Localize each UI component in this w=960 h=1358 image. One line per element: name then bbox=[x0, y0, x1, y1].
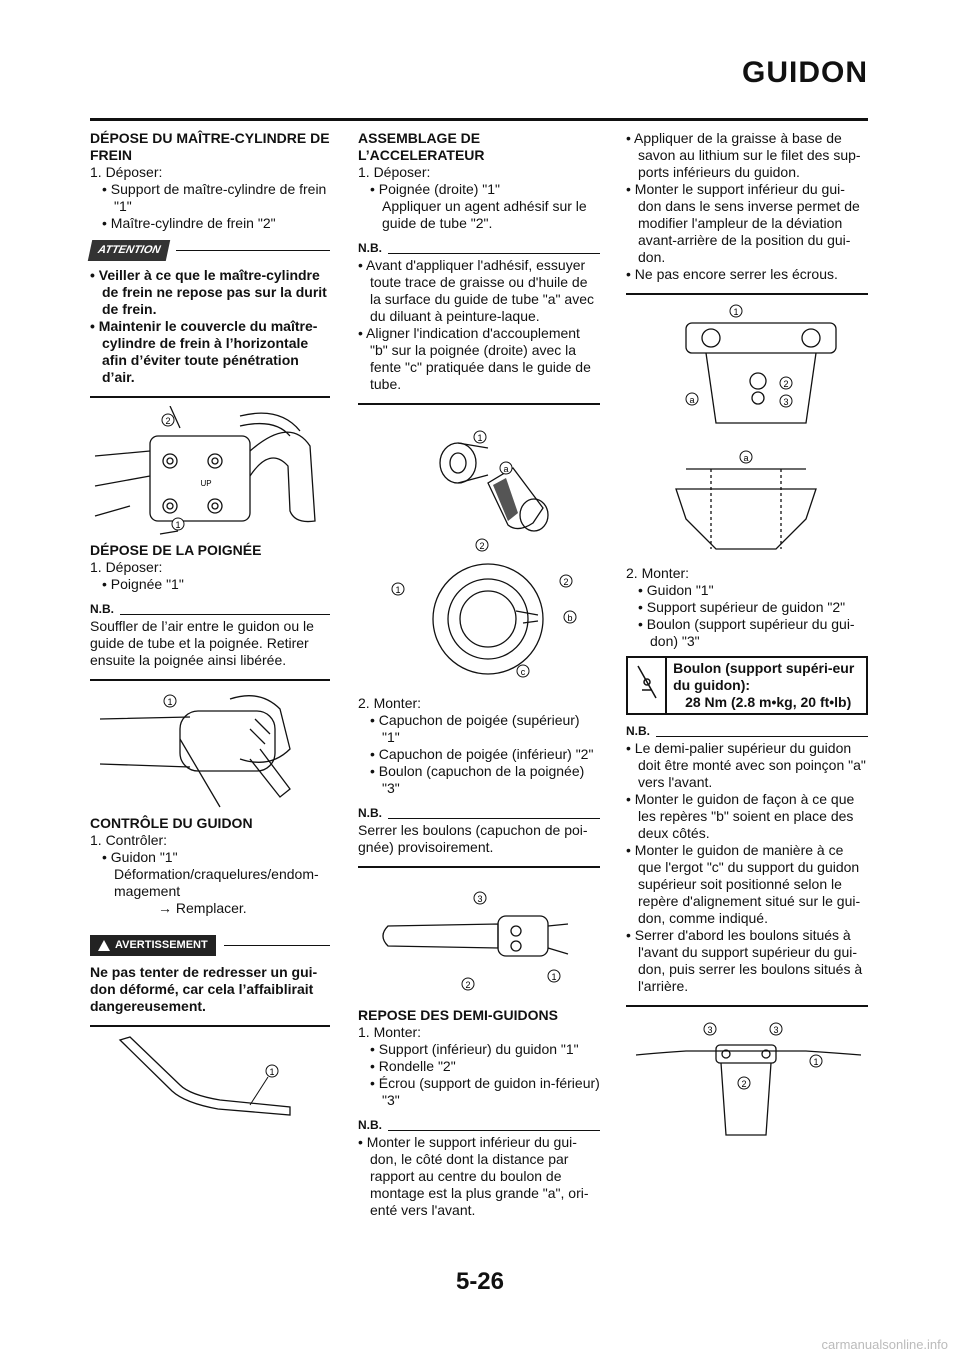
figure-grip-removal bbox=[90, 689, 330, 809]
bullet: • Écrou (support de guidon in-férieur) "3" bbox=[358, 1075, 600, 1109]
nb-text: Serrer les boulons (capuchon de poi-gnée) provisoirement. bbox=[358, 822, 588, 855]
figure-lower-holder bbox=[626, 303, 868, 443]
label-1: 1 bbox=[175, 520, 181, 530]
warning-header bbox=[90, 935, 330, 956]
figure-grip-adhesive bbox=[358, 413, 600, 553]
warning-text: Ne pas tenter de redresser un gui-don déformé, car cela l’affaiblirait dangereusement. bbox=[90, 964, 318, 1014]
bullet: • Rondelle "2" bbox=[358, 1058, 600, 1075]
nb-bullet: • Le demi-palier supérieur du guidon doit être monté avec son poinçon "a" vers l'avant. bbox=[626, 740, 868, 791]
label-1: 1 bbox=[395, 585, 401, 595]
step: 1. Déposer: bbox=[90, 164, 163, 180]
nb-label: N.B. bbox=[90, 602, 114, 616]
detail-text: Déformation/craquelures/endom-magement bbox=[114, 866, 319, 899]
label-1: 1 bbox=[167, 697, 173, 707]
nb-label: N.B. bbox=[358, 241, 382, 255]
figure-grip-caps bbox=[358, 876, 600, 1001]
torque-value: 28 Nm (2.8 m•kg, 20 ft•lb) bbox=[685, 694, 852, 710]
label-3: 3 bbox=[477, 894, 483, 904]
label-2: 2 bbox=[465, 980, 471, 990]
figure-handlebar bbox=[90, 1035, 330, 1145]
nb-bullet: • Serrer d'abord les boulons situés à l'avant du support supérieur du gui-don, puis serrer les boulons situés à l'arrière. bbox=[626, 927, 868, 995]
column-3 bbox=[626, 130, 868, 1161]
up-mark: UP bbox=[200, 479, 212, 488]
label-a: a bbox=[689, 395, 695, 405]
action-text: → Remplacer. bbox=[158, 900, 247, 916]
attention-bullet: • Veiller à ce que le maître-cylindre de frein ne repose pas sur la durit de frein. bbox=[90, 267, 330, 318]
label-1: 1 bbox=[477, 433, 483, 443]
nb-label: N.B. bbox=[626, 724, 650, 738]
figure-grip-alignment bbox=[358, 559, 600, 689]
label-2: 2 bbox=[563, 577, 569, 587]
bullet: • Capuchon de poigée (inférieur) "2" bbox=[358, 746, 600, 763]
bullet: • Support supérieur de guidon "2" bbox=[626, 599, 868, 616]
torque-title: Boulon (support supéri-eur du guidon): bbox=[673, 660, 855, 693]
label-1: 1 bbox=[269, 1067, 275, 1077]
attention-label: ATTENTION bbox=[88, 240, 171, 261]
bullet: • Support (inférieur) du guidon "1" bbox=[358, 1041, 600, 1058]
section-title: DÉPOSE DU MAÎTRE-CYLINDRE DE FREIN bbox=[90, 130, 330, 163]
bullet: • Capuchon de poigée (supérieur) "1" bbox=[358, 712, 600, 746]
step: 1. Contrôler: bbox=[90, 832, 168, 848]
nb-bullet: • Monter le support inférieur du gui-don, le côté dont la distance par rapport au centre du boulon de montage est la plus grande "a", ori-enté vers l'avant. bbox=[358, 1134, 600, 1219]
page-title: GUIDON bbox=[742, 56, 868, 89]
label-3: 3 bbox=[707, 1025, 713, 1035]
figure-holder-offset bbox=[626, 449, 868, 559]
attention-bullet: • Maintenir le couvercle du maître-cylindre de frein à l’horizontale afin d’éviter toute pénétration d’air. bbox=[90, 318, 330, 386]
section-title: CONTRÔLE DU GUIDON bbox=[90, 815, 253, 831]
label-2: 2 bbox=[165, 416, 171, 426]
section-title: DÉPOSE DE LA POIGNÉE bbox=[90, 542, 262, 558]
title-rule bbox=[90, 118, 868, 121]
bullet: • Guidon "1" bbox=[626, 582, 868, 599]
step: 2. Monter: bbox=[358, 695, 422, 711]
column-1 bbox=[90, 130, 330, 1151]
section-title: ASSEMBLAGE DE L’ACCELERATEUR bbox=[358, 130, 485, 163]
label-2: 2 bbox=[783, 379, 789, 389]
step: 1. Monter: bbox=[358, 1024, 422, 1040]
label-2: 2 bbox=[741, 1079, 747, 1089]
figure-master-cylinder bbox=[90, 406, 330, 536]
label-b: b bbox=[567, 613, 573, 623]
bullet: • Boulon (capuchon de la poignée) "3" bbox=[358, 763, 600, 797]
label-1: 1 bbox=[551, 972, 557, 982]
step: 1. Déposer: bbox=[358, 164, 431, 180]
label-1: 1 bbox=[813, 1057, 819, 1067]
torque-wrench-icon bbox=[628, 658, 667, 713]
bullet: • Poignée "1" bbox=[90, 576, 330, 593]
nb-bullet: • Aligner l'indication d'accouplement "b" sur la poignée (droite) avec la fente "c" pratiquée dans le guide de tube. bbox=[358, 325, 600, 393]
warning-icon bbox=[98, 940, 110, 951]
bullet: • Boulon (support supérieur du gui-don) "3" bbox=[626, 616, 868, 650]
label-1: 1 bbox=[733, 307, 739, 317]
nb-label: N.B. bbox=[358, 1118, 382, 1132]
label-a: a bbox=[743, 453, 749, 463]
label-c: c bbox=[520, 667, 526, 677]
detail-text: Appliquer un agent adhésif sur le guide de tube "2". bbox=[382, 198, 587, 231]
attention-header bbox=[90, 240, 330, 261]
label-3: 3 bbox=[773, 1025, 779, 1035]
bullet: • Maître-cylindre de frein "2" bbox=[90, 215, 330, 232]
bullet: • Guidon "1" bbox=[90, 849, 330, 866]
section-title: REPOSE DES DEMI-GUIDONS bbox=[358, 1007, 558, 1023]
figure-upper-holder bbox=[626, 1015, 868, 1155]
label-3: 3 bbox=[783, 397, 789, 407]
nb-bullet: • Monter le guidon de manière à ce que l'ergot "c" du support du guidon supérieur soit positionné selon le repère d'alignement situé sur le gui-don, comme indiqué. bbox=[626, 842, 868, 927]
bullet: • Support de maître-cylindre de frein "1" bbox=[90, 181, 330, 215]
warning-tag: AVERTISSEMENT bbox=[90, 935, 216, 956]
torque-box bbox=[626, 656, 868, 715]
bullet: • Appliquer de la graisse à base de savon au lithium sur le filet des sup-ports inférieurs du guidon. bbox=[626, 130, 868, 181]
nb-bullet: • Monter le guidon de façon à ce que les repères "b" soient en place des deux côtés. bbox=[626, 791, 868, 842]
label-2: 2 bbox=[479, 541, 485, 551]
nb-label: N.B. bbox=[358, 806, 382, 820]
nb-bullet: • Avant d'appliquer l'adhésif, essuyer toute trace de graisse ou d'huile de la surface du guide de tube "a" avec du diluant à peinture-laque. bbox=[358, 257, 600, 325]
nb-text: Souffler de l’air entre le guidon ou le guide de tube et la poignée. Retirer ensuite la poignée ainsi libérée. bbox=[90, 618, 314, 668]
label-a: a bbox=[503, 464, 509, 474]
bullet: • Monter le support inférieur du gui-don dans le sens inverse permet de modifier l'ampleur de la déviation avant-arrière de la position du gui-don. bbox=[626, 181, 868, 266]
watermark: carmanualsonline.info bbox=[821, 1337, 948, 1352]
column-2 bbox=[358, 130, 600, 1219]
bullet: • Ne pas encore serrer les écrous. bbox=[626, 266, 868, 283]
step: 1. Déposer: bbox=[90, 559, 163, 575]
page-number: 5-26 bbox=[455, 1268, 505, 1295]
step: 2. Monter: bbox=[626, 565, 690, 581]
bullet: • Poignée (droite) "1" bbox=[358, 181, 600, 198]
